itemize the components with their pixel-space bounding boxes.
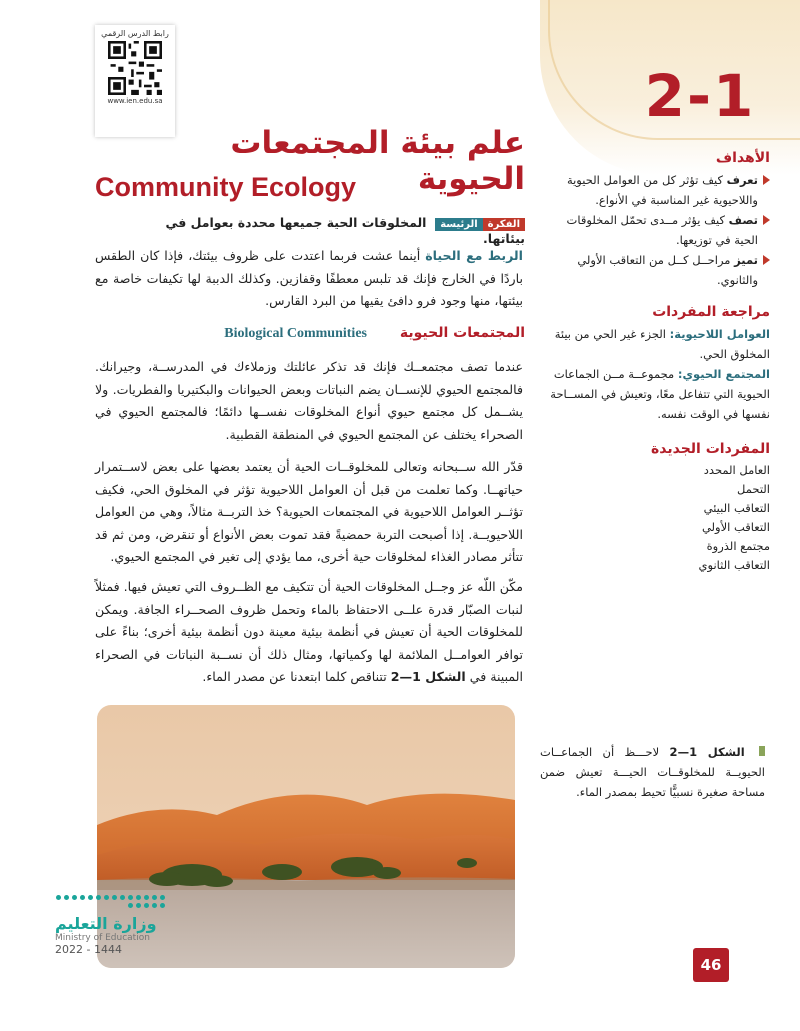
review-definition: الجزء غير الحي من بيئة المخلوق الحي. xyxy=(554,327,770,361)
vocab-term: العامل المحدد xyxy=(703,463,770,477)
review-term: العوامل اللاحيوية: xyxy=(669,327,770,341)
lesson-number: 2-1 xyxy=(644,62,756,130)
objectives-title: الأهداف xyxy=(715,150,770,166)
objective-keyword: تصف xyxy=(728,213,758,227)
objective-item xyxy=(540,170,770,210)
objective-text: كيف تؤثر كل من العوامل الحيوية واللاحيوية غير المناسبة في الأنواع. xyxy=(566,173,758,207)
objective-item xyxy=(540,250,770,290)
page-number: 46 xyxy=(693,948,729,982)
vocab-review-title: مراجعة المفردات xyxy=(652,304,770,320)
review-item xyxy=(540,364,770,424)
vocab-term: مجتمع الذروة xyxy=(706,539,770,553)
life-link-paragraph xyxy=(95,245,523,313)
section-heading xyxy=(195,325,525,342)
figure-caption xyxy=(540,742,765,802)
qr-url[interactable]: www.ien.edu.sa xyxy=(107,97,163,105)
bullet-icon xyxy=(763,215,770,225)
main-idea-text: المخلوقات الحية جميعها محددة بعوامل في بيئاتها. xyxy=(165,215,525,246)
objectives-box xyxy=(540,148,770,290)
caption-marker-icon xyxy=(759,746,765,756)
objective-text: مراحــل كــل من التعاقب الأولي والثانوي. xyxy=(577,253,758,287)
lesson-title-en: Community Ecology xyxy=(95,172,357,202)
main-idea xyxy=(160,215,525,246)
review-term: المجتمع الحيوي: xyxy=(677,367,770,381)
new-vocab-box xyxy=(540,440,770,575)
ministry-logo xyxy=(55,895,165,956)
body-paragraph-3 xyxy=(95,576,523,689)
vocab-term: التعاقب الثانوي xyxy=(698,558,770,572)
edition-year: 2022 - 1444 xyxy=(55,943,122,956)
body-paragraph-1: عندما تصف مجتمعــك فإنك قد تذكر عائلتك وزملاءك في المدرســة، وجيرانك. فالمجتمع الحيوي للإنســان يضم النباتات وبعض الحيوانات والبكتيريا والفطريات. ولا يشــمل كل مجتمع حيوي أنواع المخلوقات نفســها دائمًا؛ فالمجتمع الحيوي في الصحراء يختلف عن المجتمع الحيوي في المنطقة القطبية. xyxy=(95,359,523,442)
lesson-title-ar: علم بيئة المجتمعات الحيوية xyxy=(230,125,525,197)
caption-text: لاحـــظ أن الجماعــات الحيويــة للمخلوقــات الحيـــة تعيش ضمن مساحة صغيرة نسبيًّا تحيط بمصدر الماء. xyxy=(540,745,765,799)
objective-keyword: تعرف xyxy=(726,173,758,187)
vocab-term: التعاقب البيئي xyxy=(703,501,770,515)
life-link-label: الربط مع الحياة xyxy=(425,248,523,263)
vocab-term: التحمل xyxy=(737,482,770,496)
section-title-en: Biological Communities xyxy=(224,326,367,341)
caption-figure-label: الشكل 1—2 xyxy=(669,745,745,759)
objective-keyword: تميز xyxy=(734,253,758,267)
objective-item xyxy=(540,210,770,250)
vocab-term: التعاقب الأولي xyxy=(701,520,770,534)
bullet-icon xyxy=(763,175,770,185)
qr-code-block[interactable] xyxy=(95,25,175,137)
qr-title: رابط الدرس الرقمي xyxy=(101,29,169,38)
ministry-name-ar: وزارة التعليم xyxy=(55,914,157,933)
objective-text: كيف يؤثر مــدى تحمّل المخلوقات الحية في توزيعها. xyxy=(566,213,758,247)
review-definition: مجموعــة مــن الجماعات الحيوية التي تتفاعل معًا، وتعيش في المســاحة نفسها في الوقت نفسه. xyxy=(550,367,770,421)
new-vocab-title: المفردات الجديدة xyxy=(651,441,770,457)
body-paragraph-3-text: مكّن اللّه عز وجــل المخلوقات الحية أن تتكيف مع الظــروف التي تعيش فيها. فمثلاً لنبات الصبّار قدرة علــى الاحتفاظ بالماء وتحمل ظروف الصحــراء الجافة. ويمكن للمخلوقات الحية أن تعيش في أنظمة بيئية معينة دون أنظمة بيئية أخرى؛ بناءً على توافر العوامــل الملائمة لها وكمياتها، ومثال ذلك أن نســبة النباتات في الصحراء المبينة في xyxy=(95,579,523,684)
ministry-name-en: Ministry of Education xyxy=(55,933,150,943)
life-link-text: أينما عشت فربما اعتدت على ظروف بيئتك، فإذا كان الطقس باردًا في الخارج فإنك قد تلبس معطفًا وقفازين. وكذلك الدببة لها تكيفات خاصة مع بيئتها، منها وجود فرو دافئ يقيها من البرد القارس. xyxy=(95,248,523,308)
tag-main: الرئيسة xyxy=(435,218,482,231)
qr-code-icon xyxy=(108,41,162,95)
vocab-review-box xyxy=(540,302,770,424)
tag-idea: الفكرة xyxy=(483,218,525,231)
body-paragraph-3-end: تتناقص كلما ابتعدنا عن مصدر الماء. xyxy=(202,669,387,684)
figure-reference[interactable]: الشكل 1—2 xyxy=(390,669,466,684)
body-paragraph-2: قدّر الله ســبحانه وتعالى للمخلوقــات الحية أن يعتمد بعضها على بعض لاســتمرار حياتهــا. وكما تعلمت من قبل أن العوامل اللاحيوية تؤثر في المخلوق الحي، فكيف تؤثــر العوامل اللاحيوية في المجتمعات الحيوية؟ خذ التربــة مثالاً، وهي من العوامل اللاحيويــة. إذا أصبحت التربة حمضيةً فقد تموت بعض الأنواع أو تنقرض، ومن ثم قد تتأثر مصادر الغذاء لمخلوقات حية أخرى، مما يؤدي إلى تغير في المجتمع الحيوي. xyxy=(95,459,523,564)
section-title-ar: المجتمعات الحيوية xyxy=(399,325,525,341)
bullet-icon xyxy=(763,255,770,265)
review-item xyxy=(540,324,770,364)
ministry-dots-icon xyxy=(55,895,165,908)
